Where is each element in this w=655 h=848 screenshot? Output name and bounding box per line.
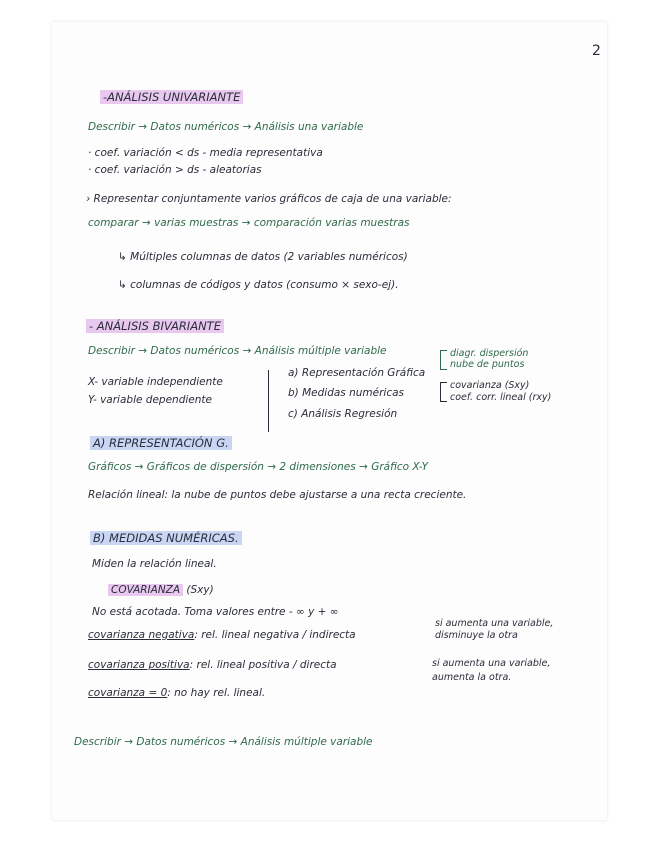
variable-x: X- variable independiente bbox=[88, 376, 223, 388]
option-a: a) Representación Gráfica bbox=[288, 367, 426, 379]
negativa-note-1: si aumenta una variable, bbox=[435, 618, 554, 629]
option-a-brace bbox=[440, 350, 447, 370]
section-a-heading-text: A) REPRESENTACIÓN G. bbox=[90, 436, 232, 450]
positiva-note-1: si aumenta una variable, bbox=[432, 658, 551, 669]
variable-y: Y- variable dependiente bbox=[88, 394, 212, 406]
footer-line: Describir → Datos numéricos → Análisis múltiple variable bbox=[74, 736, 373, 748]
section-b-heading-text: B) MEDIDAS NUMÉRICAS. bbox=[90, 531, 242, 545]
covarianza-suffix: (Sxy) bbox=[186, 584, 214, 596]
univariante-heading-text: -ANÁLISIS UNIVARIANTE bbox=[100, 90, 243, 104]
covarianza-positiva-text: : rel. lineal positiva / directa bbox=[189, 659, 337, 671]
univariante-line-7: ↳ columnas de códigos y datos (consumo × sexo-ej). bbox=[118, 279, 399, 291]
covarianza-cero bbox=[88, 688, 265, 699]
option-a-note-1: diagr. dispersión bbox=[450, 348, 529, 359]
option-b: b) Medidas numéricas bbox=[288, 387, 405, 399]
covarianza-positiva bbox=[88, 660, 337, 671]
covarianza-cero-label: covarianza = 0 bbox=[88, 687, 168, 699]
option-b-note-1: covarianza (Sxy) bbox=[450, 380, 530, 391]
options-bracket bbox=[268, 370, 269, 432]
univariante-line-2: · coef. variación < ds - media representativa bbox=[88, 147, 323, 159]
covarianza-negativa bbox=[88, 630, 356, 641]
bivariante-heading-text: - ANÁLISIS BIVARIANTE bbox=[86, 319, 224, 333]
covarianza-positiva-label: covarianza positiva bbox=[88, 659, 190, 671]
section-a-line-2: Relación lineal: la nube de puntos debe ajustarse a una recta creciente. bbox=[88, 489, 467, 501]
negativa-note-2: disminuye la otra bbox=[435, 630, 518, 641]
covarianza-heading bbox=[108, 585, 214, 596]
covarianza-heading-text: COVARIANZA bbox=[108, 584, 183, 596]
covarianza-negativa-text: : rel. lineal negativa / indirecta bbox=[194, 629, 356, 641]
option-c: c) Análisis Regresión bbox=[288, 408, 398, 420]
section-a-line-1: Gráficos → Gráficos de dispersión → 2 dimensiones → Gráfico X-Y bbox=[88, 461, 429, 473]
covarianza-cero-text: : no hay rel. lineal. bbox=[167, 687, 266, 699]
page-number: 2 bbox=[592, 43, 601, 59]
univariante-line-3: · coef. variación > ds - aleatorias bbox=[88, 164, 262, 176]
notebook-page bbox=[52, 22, 607, 820]
bivariante-heading bbox=[86, 321, 224, 333]
option-b-brace bbox=[440, 382, 447, 402]
univariante-line-1: Describir → Datos numéricos → Análisis una variable bbox=[88, 121, 364, 133]
univariante-line-5: comparar → varias muestras → comparación varias muestras bbox=[88, 217, 410, 229]
positiva-note-2: aumenta la otra. bbox=[432, 672, 512, 683]
bivariante-line-1: Describir → Datos numéricos → Análisis múltiple variable bbox=[88, 345, 387, 357]
section-b-line-2: No está acotada. Toma valores entre - ∞ y + ∞ bbox=[92, 606, 339, 618]
option-a-note-2: nube de puntos bbox=[450, 359, 525, 370]
section-b-heading bbox=[90, 533, 242, 545]
univariante-line-4: › Representar conjuntamente varios gráficos de caja de una variable: bbox=[86, 193, 452, 205]
section-a-heading bbox=[90, 438, 232, 450]
univariante-line-6: ↳ Múltiples columnas de datos (2 variables numéricos) bbox=[118, 251, 408, 263]
section-b-line-1: Miden la relación lineal. bbox=[92, 558, 217, 570]
option-b-note-2: coef. corr. lineal (rxy) bbox=[450, 392, 552, 403]
univariante-heading bbox=[100, 92, 243, 104]
covarianza-negativa-label: covarianza negativa bbox=[88, 629, 195, 641]
